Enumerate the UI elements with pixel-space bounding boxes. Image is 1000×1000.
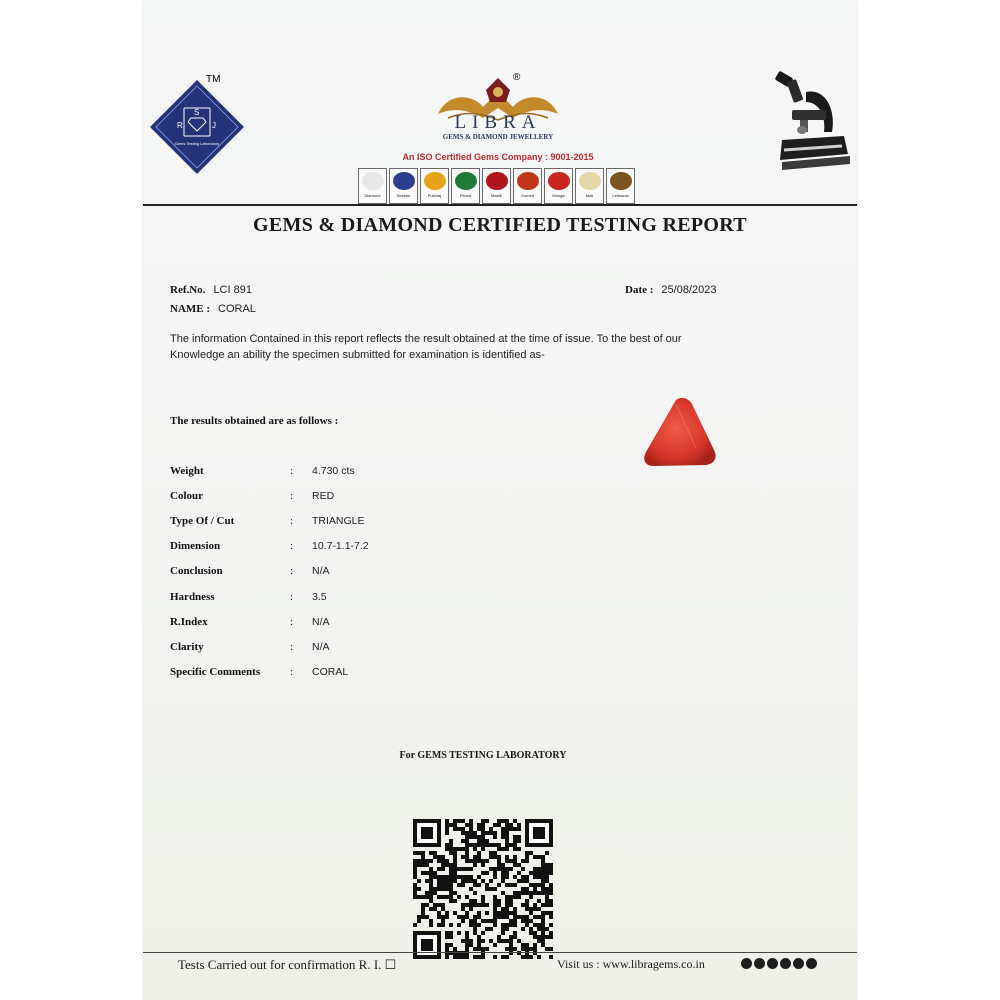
- gem-stone-icon: [393, 172, 415, 190]
- qr-code: [413, 819, 553, 959]
- date-row: [625, 280, 716, 298]
- footer-divider: [143, 952, 857, 953]
- property-value: RED: [312, 489, 335, 502]
- facebook-icon[interactable]: [741, 958, 752, 969]
- date-value: 25/08/2023: [661, 284, 717, 296]
- gem-label: Diamond: [364, 193, 381, 198]
- srj-trademark: TM: [206, 74, 221, 85]
- gem-tile: [358, 168, 387, 204]
- name-row: [170, 299, 256, 317]
- property-colon: :: [290, 615, 294, 628]
- property-colon: :: [290, 514, 294, 527]
- instagram-icon[interactable]: [767, 958, 778, 969]
- property-value: CORAL: [312, 666, 349, 679]
- property-value: 4.730 cts: [312, 464, 355, 477]
- property-label: Colour: [170, 489, 203, 502]
- twitter-icon[interactable]: [780, 958, 791, 969]
- property-row: [170, 483, 369, 508]
- properties-table: [170, 458, 369, 685]
- microscope-icon: [772, 70, 852, 176]
- gem-label: Pukhraj: [427, 193, 442, 198]
- pinterest-icon[interactable]: [806, 958, 817, 969]
- property-label: Dimension: [170, 540, 221, 553]
- ref-row: [170, 280, 252, 298]
- property-colon: :: [290, 565, 294, 578]
- srj-letter-j: J: [212, 121, 216, 130]
- footer-confirmation: Tests Carried out for confirmation R. I. ☐: [178, 957, 397, 972]
- gem-tile: [575, 168, 604, 204]
- brand-tagline: GEMS & DIAMOND JEWELLERY: [442, 133, 554, 141]
- property-value: N/A: [312, 640, 330, 653]
- gem-stone-icon: [579, 172, 601, 190]
- results-heading: The results obtained are as follows :: [170, 415, 339, 427]
- gem-tile: [482, 168, 511, 204]
- gem-tile: [420, 168, 449, 204]
- property-label: Type Of / Cut: [170, 514, 235, 527]
- property-label: Specific Comments: [170, 666, 261, 679]
- property-label: Clarity: [170, 640, 204, 653]
- gem-tile: [451, 168, 480, 204]
- gem-tile: [389, 168, 418, 204]
- footer-website: Visit us : www.libragems.co.in: [557, 957, 705, 971]
- gem-label: Panna: [459, 193, 472, 198]
- property-colon: :: [290, 540, 294, 553]
- iso-certification: An ISO Certified Gems Company : 9001-2015: [402, 152, 594, 162]
- brand-name: LIBRA: [454, 112, 542, 133]
- name-label: NAME :: [170, 303, 211, 315]
- srj-lab-logo: [148, 78, 246, 176]
- property-value: TRIANGLE: [312, 514, 365, 527]
- srj-caption: Gems Testing Laboratory: [174, 141, 220, 146]
- property-label: Conclusion: [170, 565, 223, 578]
- header-divider: [143, 204, 857, 206]
- property-value: 10.7-1.1-7.2: [312, 540, 369, 553]
- gem-stone-icon: [517, 172, 539, 190]
- property-row: [170, 660, 369, 685]
- srj-letter-s: S: [194, 108, 200, 117]
- youtube-icon[interactable]: [793, 958, 804, 969]
- gem-stone-icon: [424, 172, 446, 190]
- gem-tile: [544, 168, 573, 204]
- gem-tile: [606, 168, 635, 204]
- property-row: [170, 508, 369, 533]
- social-icons: [741, 958, 817, 969]
- lab-signature: For GEMS TESTING LABORATORY: [399, 750, 567, 761]
- property-label: Weight: [170, 464, 204, 477]
- ref-value: LCI 891: [213, 284, 252, 296]
- property-value: N/A: [312, 615, 330, 628]
- intro-line-1: The information Contained in this report reflects the result obtained at the time of issue. To the best of our: [170, 333, 682, 345]
- gem-label: Gomed: [520, 193, 535, 198]
- date-label: Date :: [625, 284, 654, 296]
- property-row: [170, 458, 369, 483]
- property-colon: :: [290, 666, 294, 679]
- whatsapp-icon[interactable]: [754, 958, 765, 969]
- property-row: [170, 534, 369, 559]
- gem-stone-icon: [548, 172, 570, 190]
- property-value: 3.5: [312, 590, 327, 603]
- property-label: Hardness: [170, 590, 215, 603]
- property-colon: :: [290, 489, 294, 502]
- gem-stone-icon: [610, 172, 632, 190]
- srj-letter-r: R: [177, 121, 183, 130]
- coral-stone-image: [636, 390, 726, 475]
- gem-label: Neelam: [396, 193, 411, 198]
- property-colon: :: [290, 640, 294, 653]
- report-title: GEMS & DIAMOND CERTIFIED TESTING REPORT: [253, 214, 747, 236]
- property-colon: :: [290, 590, 294, 603]
- property-colon: :: [290, 464, 294, 477]
- ref-label: Ref.No.: [170, 284, 206, 296]
- gem-label: Lehsunia: [612, 193, 629, 198]
- gem-tile: [513, 168, 542, 204]
- intro-line-2: Knowledge an ability the specimen submitted for examination is identified as-: [170, 349, 545, 361]
- gem-stone-icon: [455, 172, 477, 190]
- property-row: [170, 584, 369, 609]
- gem-stone-icon: [486, 172, 508, 190]
- property-row: [170, 634, 369, 659]
- property-value: N/A: [312, 565, 330, 578]
- property-label: R.Index: [170, 615, 208, 628]
- gem-icon-row: [358, 168, 643, 204]
- gem-stone-icon: [362, 172, 384, 190]
- property-row: [170, 559, 369, 584]
- gem-label: Moti: [585, 193, 594, 198]
- name-value: CORAL: [218, 303, 256, 315]
- property-row: [170, 609, 369, 634]
- registered-mark: ®: [513, 72, 521, 83]
- gem-label: Manik: [491, 193, 502, 198]
- intro-paragraph: [170, 331, 790, 363]
- gem-label: Munga: [552, 193, 565, 198]
